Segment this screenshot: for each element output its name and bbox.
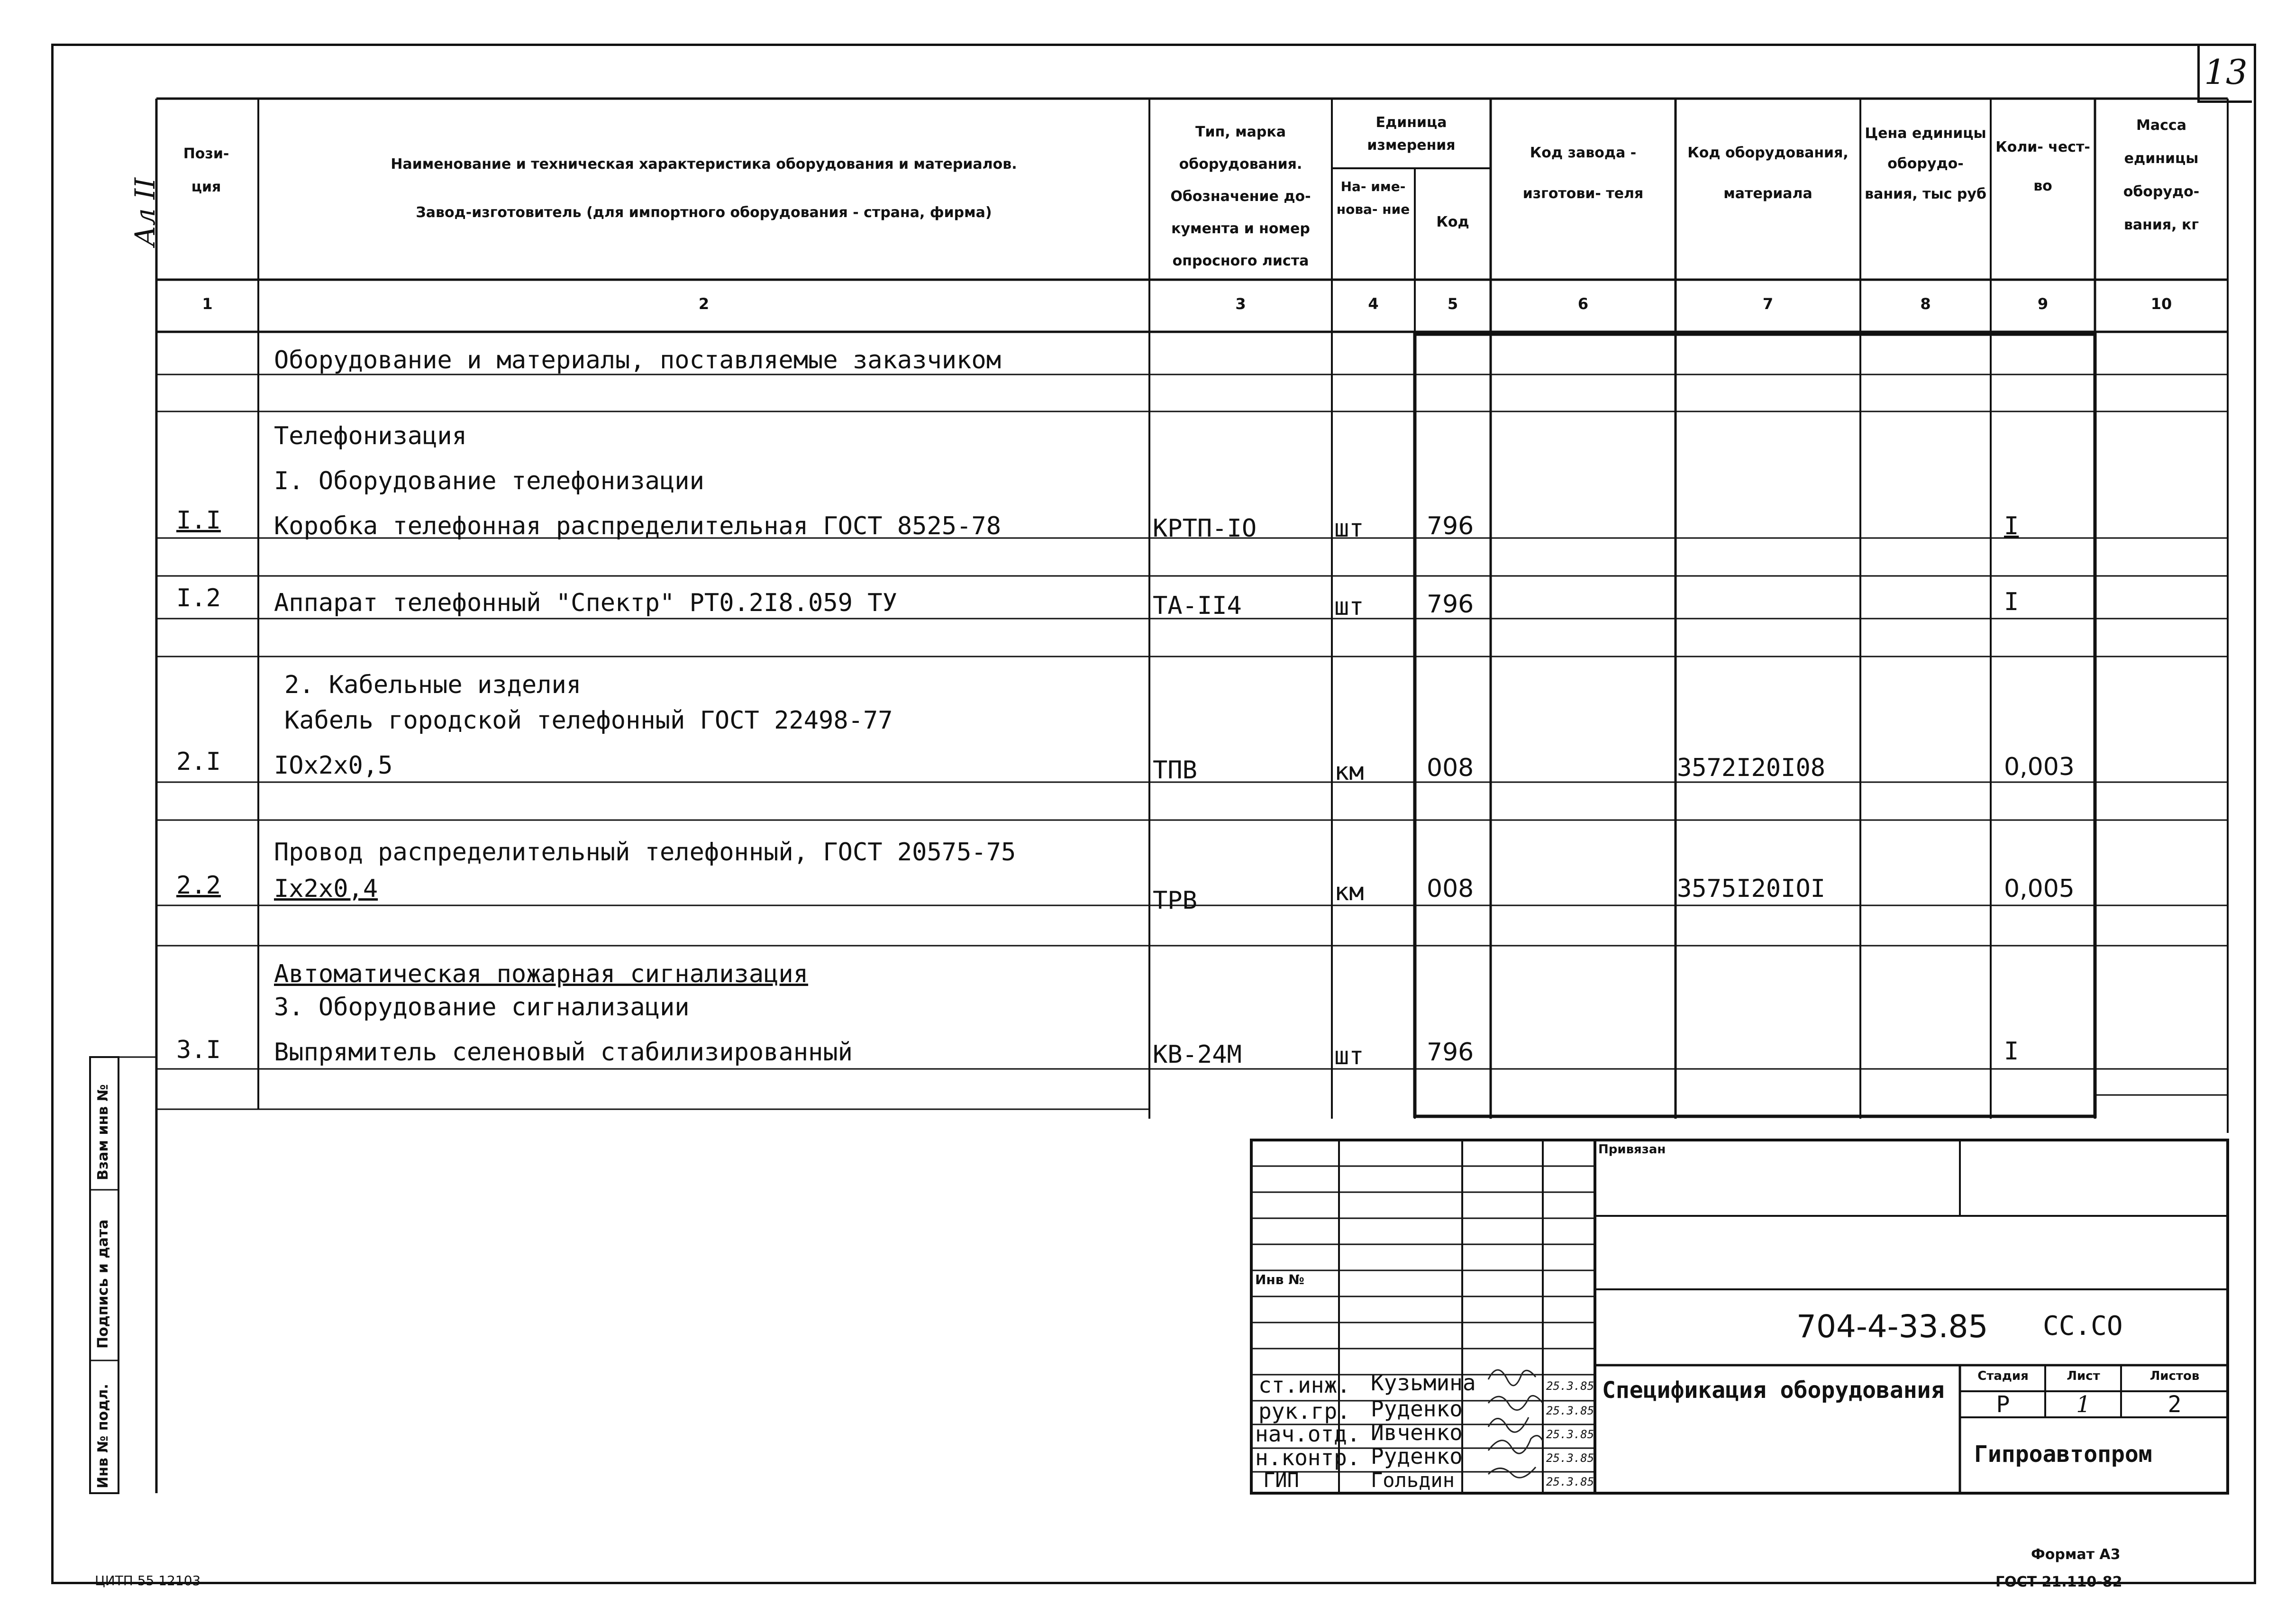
header-name-line2: Завод-изготовитель (для импортного оборудования - страна, фирма): [416, 204, 992, 221]
staff-role: нач.отд.: [1255, 1421, 1360, 1447]
header-factory-code: Код завода - изготови- теля: [1522, 145, 1644, 202]
row-quantity: I: [2004, 512, 2019, 540]
header-type: Тип, марка оборудования. Обозначение до- кумента и номер опросного листа: [1170, 124, 1311, 269]
header-unit-code: Код: [1436, 214, 1469, 230]
row-type: КВ-24М: [1153, 1040, 1242, 1069]
row-name: IOx2x0,5: [274, 751, 393, 780]
row-unit: км: [1334, 757, 1364, 786]
colnum-7: 7: [1762, 295, 1774, 313]
row-position: I.I: [176, 506, 221, 535]
row-unit: шт: [1334, 1042, 1364, 1070]
staff-date: 25.3.85: [1546, 1404, 1594, 1417]
row-material-code: 3575I20IOI: [1677, 875, 1826, 903]
row-type: ТРВ: [1153, 886, 1197, 915]
doc-code: 704-4-33.85: [1796, 1308, 1988, 1345]
header-price: Цена единицы оборудо- вания, тыс руб: [1865, 125, 1986, 202]
row-unit-code: 796: [1427, 1038, 1474, 1067]
row-name: Коробка телефонная распределительная ГОСТ 8525-78: [274, 512, 1002, 540]
staff-name: Руденко: [1371, 1443, 1463, 1469]
row-position: 3.I: [176, 1036, 221, 1064]
section-heading: Автоматическая пожарная сигнализация: [274, 960, 809, 988]
row-type: КРТП-IO: [1153, 514, 1257, 543]
stage-label: Стадия: [1977, 1369, 2029, 1383]
staff-role: ГИП: [1263, 1469, 1299, 1492]
album-label: Ал II: [129, 177, 161, 246]
doc-suffix: СС.СО: [2043, 1311, 2123, 1341]
row-type: ТА-II4: [1153, 592, 1242, 620]
sheet-value: 1: [2076, 1391, 2091, 1418]
staff-role: ст.инж.: [1258, 1372, 1350, 1398]
colnum-1: 1: [202, 295, 213, 313]
subsection-heading: 3. Оборудование сигнализации: [274, 993, 690, 1022]
colnum-3: 3: [1235, 295, 1246, 313]
staff-name: Ивченко: [1371, 1420, 1463, 1445]
row-material-code: 3572I20I08: [1677, 754, 1826, 782]
row-name: Аппарат телефонный "Спектр" РТ0.2I8.059 ТУ: [274, 589, 897, 617]
colnum-2: 2: [698, 295, 710, 313]
subsection-heading: I. Оборудование телефонизации: [274, 467, 704, 495]
organization: Гипроавтопром: [1974, 1441, 2152, 1468]
doc-title: Спецификация оборудования: [1602, 1377, 1945, 1404]
side-inv-vzam: Взам инв №: [95, 1084, 111, 1180]
footer-format: Формат А3: [2031, 1546, 2121, 1563]
section-heading: Телефонизация: [274, 422, 467, 450]
row-unit: шт: [1334, 593, 1364, 621]
colnum-9: 9: [2037, 295, 2049, 313]
row-quantity: I: [2004, 1037, 2019, 1066]
row-position: 2.2: [176, 871, 221, 900]
subsection-heading: 2. Кабельные изделия: [284, 671, 582, 699]
row-unit-code: 008: [1427, 754, 1474, 782]
header-quantity: Коли- чест- во: [1995, 139, 2090, 194]
header-unit-name: На- име- нова- ние: [1336, 179, 1410, 217]
footer-gost: ГОСТ 21.110-82: [1995, 1574, 2122, 1590]
staff-date: 25.3.85: [1546, 1451, 1594, 1465]
inv-no-label: Инв №: [1255, 1272, 1304, 1287]
section-heading: Провод распределительный телефонный, ГОСТ 20575-75: [274, 838, 1016, 867]
header-unit-group: Единица измерения: [1367, 114, 1456, 154]
row-type: ТПВ: [1153, 756, 1197, 785]
row-unit-code: 796: [1427, 590, 1474, 619]
header-position: Пози- ция: [183, 146, 229, 195]
colnum-6: 6: [1577, 295, 1589, 313]
sheet-number: 13: [2197, 44, 2252, 103]
row-unit: шт: [1334, 514, 1364, 543]
row-unit: км: [1334, 878, 1364, 906]
row-quantity: I: [2004, 588, 2019, 616]
section-heading: Кабель городской телефонный ГОСТ 22498-77: [284, 706, 893, 735]
row-position: I.2: [176, 584, 221, 612]
staff-date: 25.3.85: [1546, 1475, 1594, 1488]
colnum-10: 10: [2150, 295, 2172, 313]
section-heading: Оборудование и материалы, поставляемые заказчиком: [274, 346, 1002, 374]
colnum-5: 5: [1447, 295, 1458, 313]
side-inv-podl: Инв № подл.: [95, 1384, 111, 1488]
row-quantity: 0,005: [2004, 875, 2075, 903]
header-name-line1: Наименование и техническая характеристика оборудования и материалов.: [391, 156, 1017, 173]
row-name: Ix2x0,4: [274, 875, 378, 903]
row-unit-code: 796: [1427, 512, 1474, 540]
sheets-value: 2: [2168, 1391, 2182, 1418]
colnum-8: 8: [1920, 295, 1931, 313]
privyazan-label: Привязан: [1598, 1142, 1666, 1157]
header-material-code: Код оборудования, материала: [1687, 145, 1849, 202]
row-position: 2.I: [176, 748, 221, 776]
side-podpis: Подпись и дата: [95, 1219, 111, 1349]
footer-left: ЦИТП 55 12103: [95, 1573, 201, 1588]
staff-name: Гольдин: [1371, 1469, 1455, 1492]
staff-role: н.контр.: [1255, 1445, 1360, 1470]
row-quantity: 0,003: [2004, 753, 2075, 781]
staff-date: 25.3.85: [1546, 1428, 1594, 1441]
staff-name: Кузьмина: [1371, 1370, 1476, 1396]
staff-date: 25.3.85: [1546, 1379, 1594, 1393]
stage-value: Р: [1996, 1391, 2010, 1418]
row-unit-code: 008: [1427, 875, 1474, 903]
colnum-4: 4: [1368, 295, 1379, 313]
header-mass: Масса единицы оборудо- вания, кг: [2123, 117, 2200, 233]
sheets-label: Листов: [2149, 1369, 2200, 1383]
staff-role: рук.гр.: [1258, 1398, 1350, 1424]
row-name: Выпрямитель селеновый стабилизированный: [274, 1038, 853, 1067]
sheet-label: Лист: [2067, 1369, 2100, 1383]
staff-name: Руденко: [1371, 1396, 1463, 1422]
